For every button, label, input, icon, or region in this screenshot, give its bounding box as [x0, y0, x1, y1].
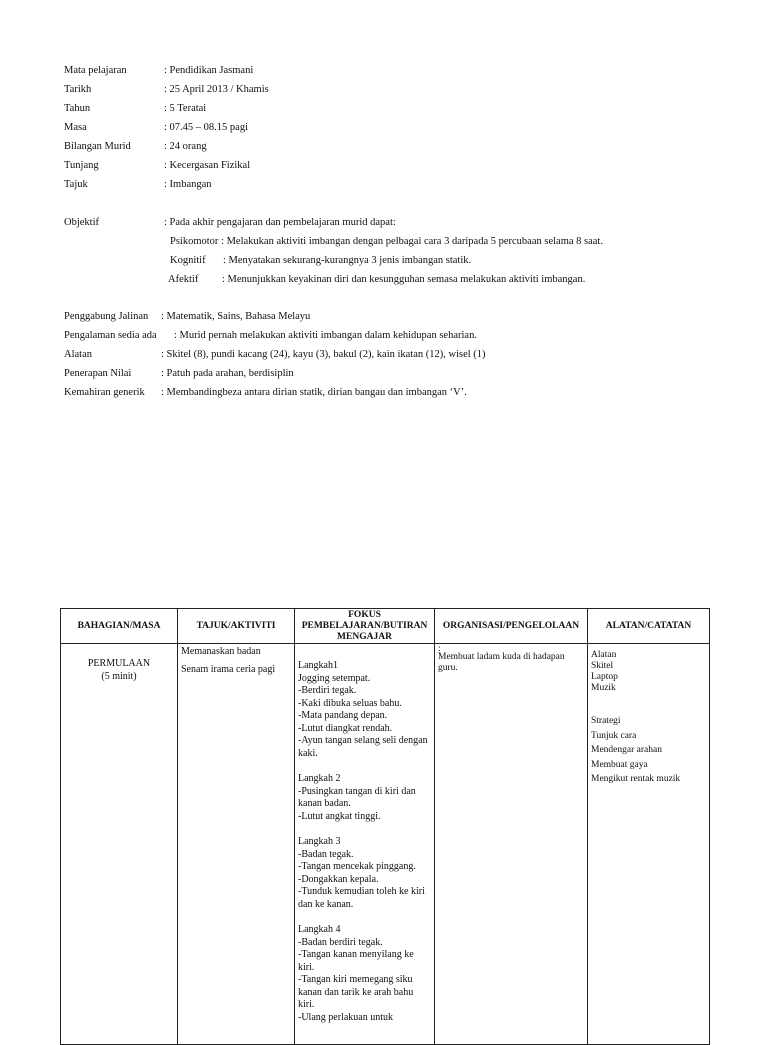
- step-line: -Lutut diangkat rendah.: [298, 722, 393, 734]
- extra-value: : Membandingbeza antara dirian statik, dirian bangau dan imbangan ‘V’.: [161, 387, 467, 398]
- objective-label: Objektif: [64, 217, 99, 228]
- info-label: Tahun: [64, 103, 91, 114]
- extra-value: : Murid pernah melakukan aktiviti imbangan dalam kehidupan seharian.: [174, 330, 477, 341]
- lesson-plan-table: [60, 608, 710, 1045]
- strategy-item: Mengikut rentak muzik: [591, 774, 681, 784]
- info-block: [64, 64, 704, 194]
- strategy-heading: Strategi: [591, 716, 621, 726]
- objective-affective: : Menunjukkan keyakinan diri dan kesungguhan semasa melakukan aktiviti imbangan.: [222, 274, 586, 285]
- info-value: : 25 April 2013 / Khamis: [164, 84, 269, 95]
- step-1: [298, 660, 431, 760]
- header-organization: ORGANISASI/PENGELOLAAN: [435, 609, 588, 644]
- info-value: : Pendidikan Jasmani: [164, 65, 254, 76]
- table-header-row: [61, 609, 710, 644]
- step-line: -Pusingkan tangan di kiri dan kanan badan.: [298, 785, 416, 809]
- extra-label: Penggabung Jalinan: [64, 311, 149, 322]
- info-label: Masa: [64, 122, 87, 133]
- step-line: -Ulang perlakuan untuk: [298, 1011, 393, 1023]
- step-line: -Tangan mencekak pinggang.: [298, 861, 416, 872]
- equipment-heading: Alatan: [591, 650, 617, 660]
- step-line: -Dongakkan kepala.: [298, 873, 379, 885]
- step-2: [298, 773, 431, 823]
- strategy-list: [591, 714, 706, 787]
- step-line: -Badan tegak.: [298, 848, 354, 860]
- extra-label: Penerapan Nilai: [64, 368, 132, 379]
- header-section-time: BAHAGIAN/MASA: [61, 609, 178, 644]
- info-label: Mata pelajaran: [64, 65, 127, 76]
- strategy-item: Tunjuk cara: [591, 730, 637, 741]
- cell-organization: [435, 644, 588, 1045]
- objective-intro: : Pada akhir pengajaran dan pembelajaran murid dapat:: [164, 217, 396, 228]
- objective-cognitive: : Menyatakan sekurang-kurangnya 3 jenis imbangan statik.: [223, 255, 472, 266]
- header-topic-activity: TAJUK/AKTIVITI: [178, 609, 295, 644]
- extra-value: : Skitel (8), pundi kacang (24), kayu (3), bakul (2), kain ikatan (12), wisel (1): [161, 349, 486, 360]
- objective-affective-label: Afektif: [168, 274, 199, 285]
- organization-text: Membuat ladam kuda di hadapan guru.: [438, 652, 565, 673]
- header-equipment-notes: ALATAN/CATATAN: [588, 609, 710, 644]
- objective-psychomotor: Psikomotor : Melakukan aktiviti imbangan dengan pelbagai cara 3 daripada 5 percubaan selama 8 saat.: [170, 236, 603, 247]
- step-line: -Lutut angkat tinggi.: [298, 810, 381, 822]
- info-value: : Imbangan: [164, 179, 212, 190]
- info-label: Tunjang: [64, 160, 99, 171]
- step-line: -Tangan kanan menyilang ke kiri.: [298, 949, 414, 973]
- strategy-item: Membuat gaya: [591, 759, 648, 770]
- step-line: -Kaki dibuka seluas bahu.: [298, 697, 402, 709]
- step-3: [298, 836, 431, 911]
- step-4: [298, 924, 431, 1024]
- info-value: : 5 Teratai: [164, 103, 207, 114]
- cell-topic-activity: [178, 644, 295, 1045]
- extra-value: : Patuh pada arahan, berdisiplin: [161, 368, 294, 379]
- section-duration: (5 minit): [101, 670, 137, 682]
- step-title: Langkah1: [298, 660, 338, 671]
- extra-info-block: [64, 310, 724, 400]
- objective-block: [64, 216, 704, 296]
- step-line: -Berdiri tegak.: [298, 685, 357, 696]
- strategy-item: Mendengar arahan: [591, 745, 662, 755]
- info-label: Tarikh: [64, 84, 92, 95]
- step-title: Langkah 2: [298, 773, 341, 784]
- extra-value: : Matematik, Sains, Bahasa Melayu: [161, 311, 311, 322]
- info-label: Tajuk: [64, 179, 88, 190]
- step-title: Langkah 3: [298, 836, 341, 847]
- cell-learning-focus: [295, 644, 435, 1045]
- equipment-item: Laptop: [591, 672, 618, 682]
- organization-mark: :: [438, 644, 441, 654]
- info-value: : Kecergasan Fizikal: [164, 160, 251, 171]
- table-row: [61, 644, 710, 1045]
- step-line: Jogging setempat.: [298, 672, 371, 684]
- info-label: Bilangan Murid: [64, 141, 131, 152]
- step-title: Langkah 4: [298, 924, 341, 935]
- section-name: PERMULAAN: [87, 658, 151, 669]
- topic-activity: Senam irama ceria pagi: [181, 663, 276, 675]
- extra-label: Pengalaman sedia ada: [64, 330, 157, 341]
- extra-label: Alatan: [64, 349, 92, 360]
- step-line: -Ayun tangan selang seli dengan kaki.: [298, 735, 428, 759]
- step-line: -Tunduk kemudian toleh ke kiri dan ke kanan.: [298, 886, 425, 910]
- cell-equipment-notes: [588, 644, 710, 1045]
- equipment-item: Skitel: [591, 661, 614, 671]
- step-line: -Tangan kiri memegang siku kanan dan tarik ke arah bahu kiri.: [298, 974, 414, 1010]
- equipment-list: [591, 650, 706, 694]
- info-value: : 07.45 – 08.15 pagi: [164, 122, 248, 133]
- info-value: : 24 orang: [164, 141, 207, 152]
- header-learning-focus: FOKUS PEMBELAJARAN/BUTIRAN MENGAJAR: [295, 609, 435, 644]
- topic-title: Memanaskan badan: [181, 646, 261, 657]
- objective-cognitive-label: Kognitif: [170, 255, 206, 266]
- cell-section-time: [61, 644, 178, 1045]
- step-line: -Badan berdiri tegak.: [298, 936, 383, 948]
- extra-label: Kemahiran generik: [64, 387, 145, 398]
- step-line: -Mata pandang depan.: [298, 710, 388, 721]
- equipment-item: Muzik: [591, 683, 616, 693]
